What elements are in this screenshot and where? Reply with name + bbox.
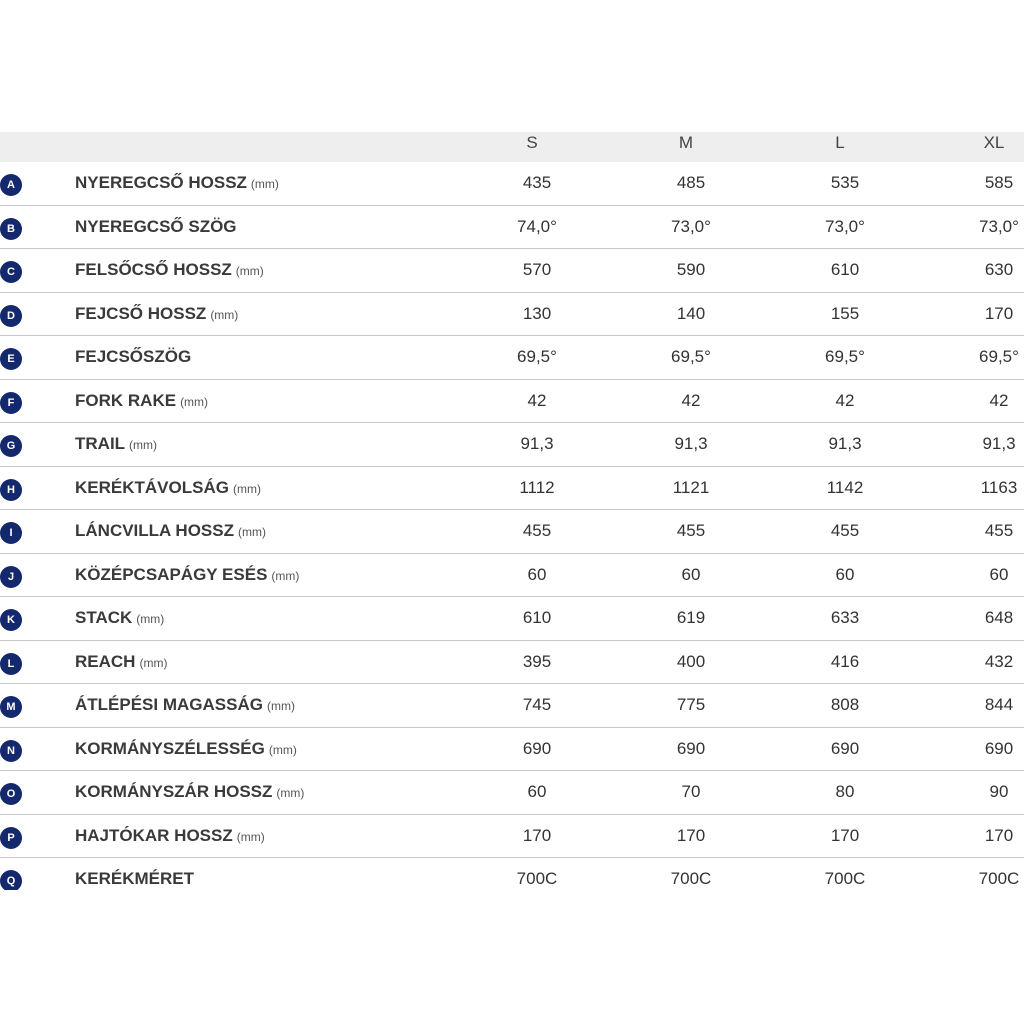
cell-value: 170 [830, 825, 860, 845]
cell-value: 690 [984, 738, 1014, 758]
row-label-text: KERÉKMÉRET [75, 869, 195, 888]
cell-value: 455 [676, 521, 706, 540]
table-header [0, 132, 1024, 162]
cell-value: 619 [676, 608, 706, 627]
cell-value: 455 [984, 521, 1014, 540]
row-key-badge: H [0, 479, 22, 501]
row-unit: (mm) [139, 655, 168, 670]
row-label-text: ÁTLÉPÉSI MAGASSÁG [75, 695, 263, 714]
cell-value: 610 [522, 608, 552, 627]
cell-value: 1163 [980, 477, 1018, 497]
cell-value: 73,0° [979, 216, 1019, 236]
row-key-badge: I [0, 522, 22, 544]
row-label [75, 597, 164, 639]
row-unit: (mm) [250, 177, 279, 191]
cell-value: 91,3 [828, 434, 862, 453]
cell-value: 80 [835, 782, 855, 801]
row-unit: (mm) [236, 829, 265, 844]
row-label [75, 162, 279, 204]
table-row [0, 554, 1024, 598]
cell-value: 432 [984, 651, 1014, 671]
cell-value: 60 [681, 564, 701, 584]
cell-value: 808 [830, 695, 860, 714]
row-label-text: FELSŐCSŐ HOSSZ [75, 260, 232, 279]
cell-value: 633 [830, 608, 860, 627]
row-label [75, 641, 167, 683]
cell-value: 745 [522, 695, 552, 714]
cell-value: 90 [989, 782, 1009, 801]
cell-value: 91,3 [520, 434, 554, 453]
cell-value: 69,5° [825, 347, 865, 366]
row-label-text: HAJTÓKAR HOSSZ [75, 825, 233, 845]
cell-value: 73,0° [825, 216, 865, 236]
cell-value: 42 [527, 390, 547, 410]
cell-value: 690 [830, 738, 860, 758]
row-label-text: FORK RAKE [75, 390, 177, 410]
row-key-badge: F [0, 392, 22, 414]
size-header-xl: XL [983, 133, 1005, 152]
row-unit: (mm) [180, 394, 209, 409]
cell-value: 570 [522, 260, 552, 279]
cell-value: 60 [835, 564, 855, 584]
table-row [0, 336, 1024, 380]
row-label [75, 510, 266, 552]
cell-value: 416 [830, 651, 860, 671]
row-label-text: FEJCSŐSZÖG [75, 347, 192, 366]
cell-value: 630 [984, 260, 1014, 279]
row-key-badge: J [0, 566, 22, 588]
cell-value: 535 [830, 173, 860, 192]
table-row [0, 858, 1024, 890]
row-label-text: KORMÁNYSZÉLESSÉG [75, 738, 265, 758]
row-key-badge: D [0, 305, 22, 327]
row-label [75, 771, 304, 813]
cell-value: 91,3 [674, 434, 708, 453]
cell-value: 775 [676, 695, 706, 714]
row-label-text: KERÉKTÁVOLSÁG [75, 477, 229, 497]
cell-value: 590 [676, 260, 706, 279]
row-unit: (mm) [266, 699, 295, 713]
size-header-m: M [678, 133, 694, 152]
table-row [0, 510, 1024, 554]
row-unit: (mm) [136, 612, 165, 626]
row-label [75, 206, 237, 248]
table-row [0, 728, 1024, 772]
cell-value: 140 [676, 303, 706, 323]
cell-value: 60 [527, 782, 547, 801]
cell-value: 130 [522, 303, 552, 323]
row-unit: (mm) [235, 264, 264, 278]
geometry-table [0, 132, 1024, 890]
row-key-badge: E [0, 348, 22, 370]
row-label-text: KÖZÉPCSAPÁGY ESÉS [75, 564, 268, 584]
size-header-s: S [526, 133, 538, 152]
cell-value: 610 [830, 260, 860, 279]
cell-value: 74,0° [517, 216, 557, 236]
table-row [0, 162, 1024, 206]
cell-value: 455 [830, 521, 860, 540]
cell-value: 1112 [519, 477, 555, 497]
cell-value: 170 [676, 825, 706, 845]
cell-value: 844 [984, 695, 1014, 714]
row-label-text: STACK [75, 608, 133, 627]
cell-value: 42 [835, 390, 855, 410]
row-label-text: REACH [75, 651, 136, 671]
row-label-text: NYEREGCSŐ SZÖG [75, 216, 237, 236]
row-key-badge: K [0, 609, 22, 631]
row-label-text: LÁNCVILLA HOSSZ [75, 521, 234, 540]
cell-value: 155 [830, 303, 860, 323]
cell-value: 400 [676, 651, 706, 671]
table-row [0, 249, 1024, 293]
row-label-text: TRAIL [75, 434, 126, 453]
row-key-badge: Q [0, 870, 22, 890]
row-label [75, 858, 194, 890]
row-key-badge: O [0, 783, 22, 805]
cell-value: 700C [978, 869, 1020, 888]
row-label-text: KORMÁNYSZÁR HOSSZ [75, 782, 273, 801]
row-unit: (mm) [271, 568, 300, 583]
row-label [75, 728, 297, 770]
row-key-badge: P [0, 827, 22, 849]
cell-value: 700C [516, 869, 558, 888]
row-label-text: NYEREGCSŐ HOSSZ [75, 173, 247, 192]
row-key-badge: G [0, 435, 22, 457]
cell-value: 60 [527, 564, 547, 584]
row-unit: (mm) [268, 742, 297, 757]
row-unit: (mm) [129, 438, 158, 452]
row-key-badge: A [0, 174, 22, 196]
cell-value: 690 [522, 738, 552, 758]
cell-value: 1142 [826, 477, 864, 497]
table-row [0, 423, 1024, 467]
table-row [0, 206, 1024, 250]
row-key-badge: N [0, 740, 22, 762]
table-row [0, 467, 1024, 511]
row-label [75, 815, 265, 857]
row-label [75, 554, 299, 596]
cell-value: 91,3 [982, 434, 1016, 453]
row-unit: (mm) [276, 786, 305, 800]
table-row [0, 771, 1024, 815]
cell-value: 42 [681, 390, 701, 410]
size-header-l: L [835, 133, 845, 152]
cell-value: 42 [989, 390, 1009, 410]
row-label [75, 380, 208, 422]
row-unit: (mm) [237, 525, 266, 539]
row-label [75, 249, 264, 291]
cell-value: 700C [824, 869, 866, 888]
row-label-text: FEJCSŐ HOSSZ [75, 303, 207, 323]
row-unit: (mm) [232, 481, 261, 496]
cell-value: 690 [676, 738, 706, 758]
cell-value: 60 [989, 564, 1009, 584]
cell-value: 648 [984, 608, 1014, 627]
cell-value: 69,5° [671, 347, 711, 366]
row-key-badge: B [0, 218, 22, 240]
cell-value: 170 [984, 825, 1014, 845]
cell-value: 1121 [672, 477, 710, 497]
cell-value: 70 [681, 782, 701, 801]
row-label [75, 423, 157, 465]
table-row [0, 293, 1024, 337]
cell-value: 69,5° [979, 347, 1019, 366]
row-label [75, 467, 261, 509]
row-key-badge: M [0, 696, 22, 718]
cell-value: 170 [984, 303, 1014, 323]
table-row [0, 815, 1024, 859]
table-row [0, 380, 1024, 424]
table-row [0, 641, 1024, 685]
cell-value: 435 [522, 173, 552, 192]
cell-value: 485 [676, 173, 706, 192]
row-label [75, 336, 191, 378]
cell-value: 395 [522, 651, 552, 671]
cell-value: 170 [522, 825, 552, 845]
cell-value: 69,5° [517, 347, 557, 366]
cell-value: 73,0° [671, 216, 711, 236]
cell-value: 455 [522, 521, 552, 540]
table-row [0, 684, 1024, 728]
row-label [75, 293, 238, 335]
row-unit: (mm) [210, 307, 239, 322]
cell-value: 700C [670, 869, 712, 888]
cell-value: 585 [984, 173, 1014, 192]
row-label [75, 684, 295, 726]
table-row [0, 597, 1024, 641]
row-key-badge: C [0, 261, 22, 283]
row-key-badge: L [0, 653, 22, 675]
